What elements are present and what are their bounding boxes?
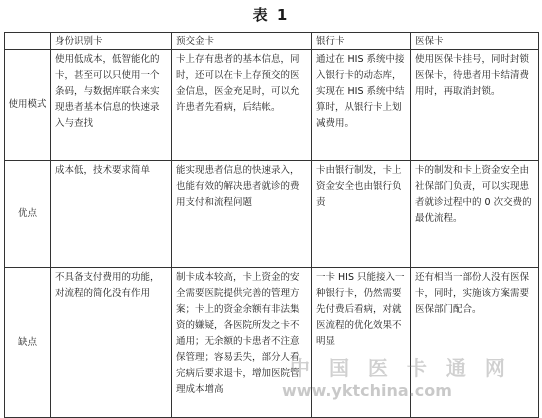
table-cell: 成本低，技术要求简单 [51,161,172,268]
table-cell: 能实现患者信息的快速录入，也能有效的解决患者就诊的费用支付和流程问题 [172,161,312,268]
watermark-text: 中 国 医 卡 通 网 [290,356,511,380]
table-title: 表 1 [252,6,290,24]
header-cell-bank-card: 银行卡 [312,33,411,50]
header-cell-id-card: 身份识别卡 [51,33,172,50]
row-header: 优点 [5,161,51,268]
row-header: 使用模式 [5,50,51,161]
row-header: 缺点 [5,268,51,418]
table-cell: 卡的制发和卡上资金安全由社保部门负责，可以实现患者就诊过程中的 0 次交费的最优流程。 [411,161,539,268]
table-cell: 不具备支付费用的功能，对流程的简化没有作用 [51,268,172,418]
table-row [5,50,539,161]
header-cell-prepaid-card: 预交金卡 [172,33,312,50]
table-cell: 还有相当一部份人没有医保卡，同时，实施该方案需要医保部门配合。 [411,268,539,418]
table-cell: 制卡成本较高，卡上资金的安全需要医院提供完善的管理方案；卡上的资金余额有非法集资的嫌疑，各医院所发之卡不通用；无余额的卡患者不注意保管理；容易丢失，部分人看完病后要求退卡，增加医院管理成本增高 [172,268,312,418]
table-row [5,161,539,268]
header-cell-corner [5,33,51,50]
header-row [5,33,539,50]
header-cell-insurance-card: 医保卡 [411,33,539,50]
table-cell: 通过在 HIS 系统中接入银行卡的动态库，实现在 HIS 系统中结算时，从银行卡上划减费用。 [312,50,411,161]
watermark-url: www.yktchina.com [282,381,452,400]
table-cell: 卡上存有患者的基本信息，同时，还可以在卡上存预交的医金信息，医金充足时，可以允许患者先看病，后结帐。 [172,50,312,161]
table-cell: 卡由银行制发，卡上资金安全也由银行负责 [312,161,411,268]
table-row [5,268,539,418]
table-cell: 一卡 HIS 只能接入一种银行卡，仍然需要先付费后看病，对就医流程的优化效果不明显 [312,268,411,418]
table-cell: 使用医保卡挂号，同时封锁医保卡，待患者用卡结清费用时，再取消封锁。 [411,50,539,161]
table-cell: 使用低成本，低智能化的卡，甚至可以只使用一个条码，与数据库联合来实现患者基本信息的快速录入与查找 [51,50,172,161]
